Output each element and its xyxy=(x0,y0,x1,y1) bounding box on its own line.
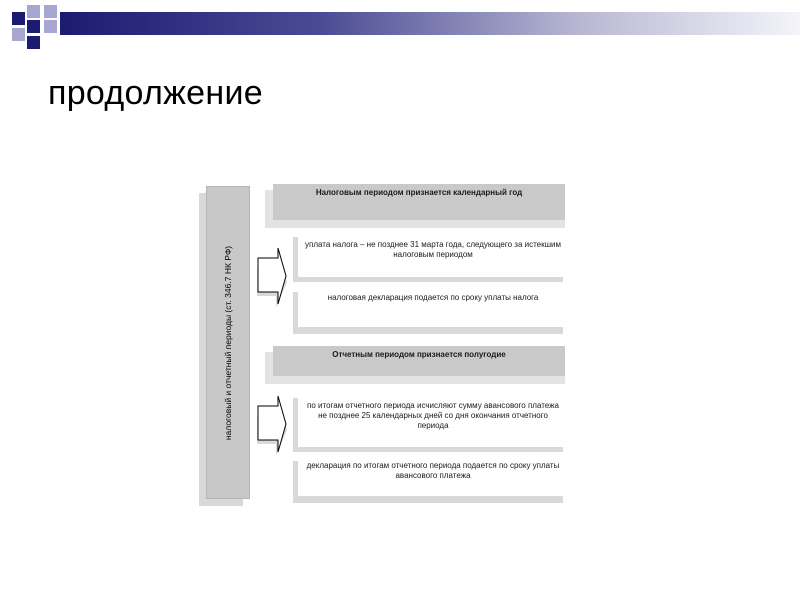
arrow-tax-period-icon xyxy=(252,238,292,314)
decor-square-light-1 xyxy=(27,5,40,18)
report-item-1-text: по итогам отчетного периода исчисляют сумму авансового платежа не позднее 25 календарных дней со дня окончания отчетного периода xyxy=(307,401,559,430)
decor-square-dark-2 xyxy=(27,20,40,33)
arrow-report-period-icon xyxy=(252,386,292,462)
report-item-1-box xyxy=(298,393,568,447)
tax-item-2-text: налоговая декларация подается по сроку уплаты налога xyxy=(327,293,539,302)
tax-item-2-box xyxy=(298,287,568,327)
side-label-box xyxy=(206,186,250,499)
report-item-2-box xyxy=(298,456,568,496)
tax-period-header-text: Налоговым периодом признается календарный год xyxy=(315,188,523,197)
decor-square-light-4 xyxy=(12,28,25,41)
report-item-2-text: декларация по итогам отчетного периода подается по сроку уплаты авансового платежа xyxy=(306,461,560,480)
page-title: продолжение xyxy=(48,74,263,112)
tax-item-1-box xyxy=(298,232,568,277)
decor-square-dark-1 xyxy=(12,12,25,25)
report-period-header-text: Отчетным периодом признается полугодие xyxy=(332,350,506,359)
decor-square-light-3 xyxy=(44,20,57,33)
decor-square-dark-3 xyxy=(27,36,40,49)
decor-square-light-2 xyxy=(44,5,57,18)
report-period-header-box xyxy=(273,346,565,376)
tax-period-header-box xyxy=(273,184,565,220)
tax-item-1-text: уплата налога – не позднее 31 марта года, следующего за истекшим налоговым периодом xyxy=(304,240,561,259)
side-label-text: налоговый и отчетный периоды (ст. 346.7 НК РФ) xyxy=(223,245,233,440)
header-gradient-bar xyxy=(60,12,800,35)
